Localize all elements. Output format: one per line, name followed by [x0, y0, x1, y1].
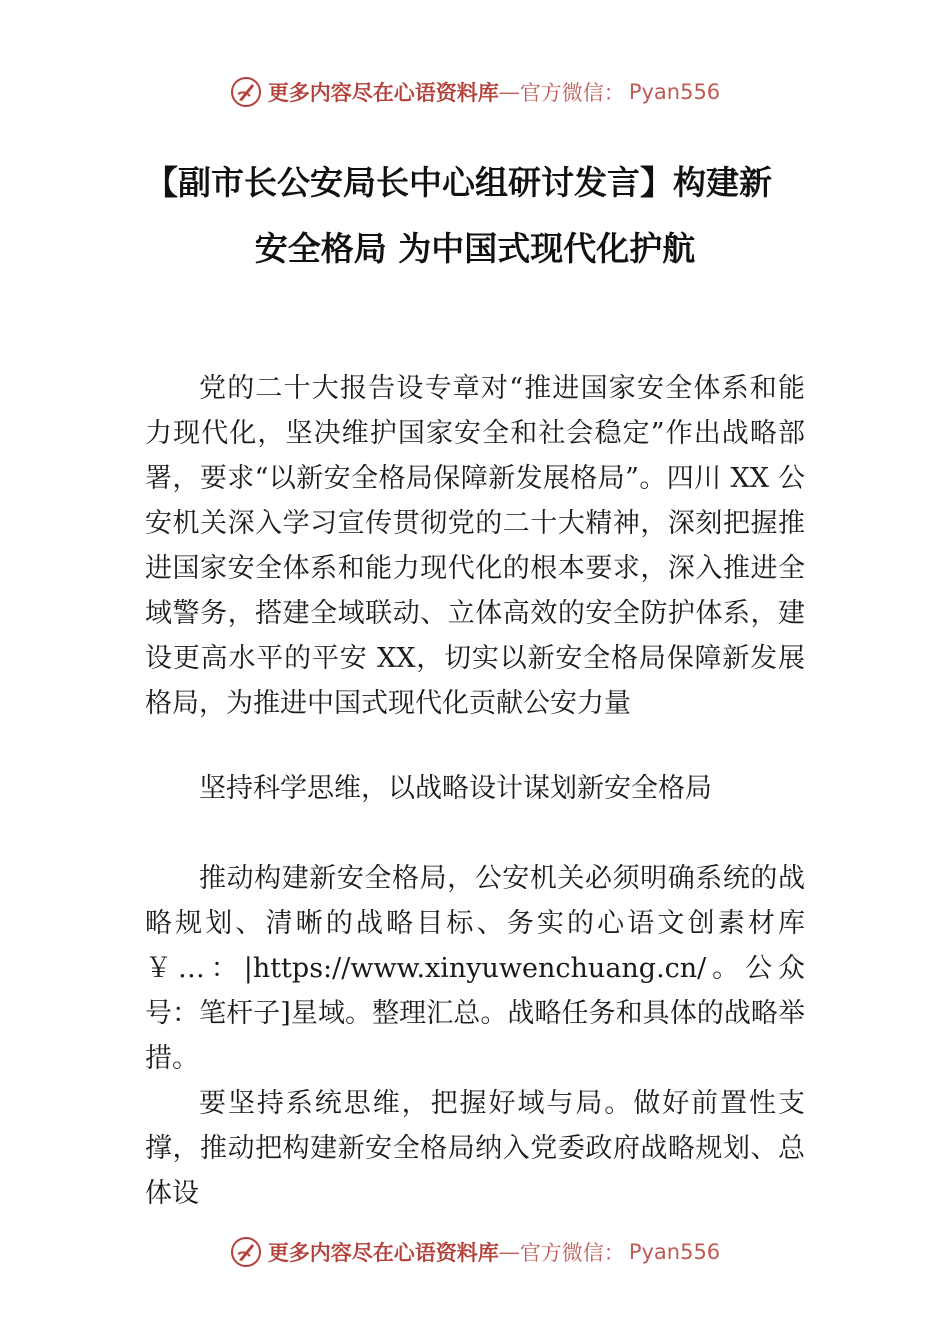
document-title: [145, 150, 805, 282]
header-banner: [0, 70, 950, 114]
quill-logo-icon: [230, 1236, 262, 1268]
banner-main-text: 更多内容尽在心语资料库: [267, 80, 499, 105]
body-paragraph: 要坚持系统思维，把握好域与局。做好前置性支撑，推动把构建新安全格局纳入党委政府战略规划、总体设: [145, 1088, 805, 1209]
body-paragraph: 推动构建新安全格局，公安机关必须明确系统的战略规划、清晰的战略目标、务实的心语文创素材库￥…：|https://www.xinyuwenchuang.cn/。公众号：笔杆子]星域。整理汇总。战略任务和具体的战略举措。: [145, 863, 805, 1074]
banner-separator: —: [498, 80, 520, 104]
body-paragraph: 党的二十大报告设专章对“推进国家安全体系和能力现代化，坚决维护国家安全和社会稳定”作出战略部署，要求“以新安全格局保障新发展格局”。四川 XX 公安机关深入学习宣传贯彻党的二十大精神，深刻把握推进国家安全体系和能力现代化的根本要求，深入推进全域警务，搭建全域联动、立体高效的安全防护体系，建设更高水平的平安 XX，切实以新安全格局保障新发展格局，为推进中国式现代化贡献公安力量: [145, 373, 805, 719]
banner-separator: —: [498, 1240, 520, 1264]
title-line-2: 安全格局 为中国式现代化护航: [254, 229, 696, 268]
footer-banner: [0, 1230, 950, 1274]
banner-wechat-id: Pyan556: [628, 80, 721, 104]
title-line-1: 【副市长公安局长中心组研讨发言】构建新: [145, 163, 772, 202]
section-heading: 坚持科学思维，以战略设计谋划新安全格局: [199, 773, 712, 804]
banner-wechat-label: 官方微信：: [519, 81, 625, 105]
banner-wechat-label: 官方微信：: [519, 1241, 625, 1265]
banner-main-text: 更多内容尽在心语资料库: [267, 1240, 499, 1265]
quill-logo-icon: [230, 76, 262, 108]
banner-wechat-id: Pyan556: [628, 1240, 721, 1264]
